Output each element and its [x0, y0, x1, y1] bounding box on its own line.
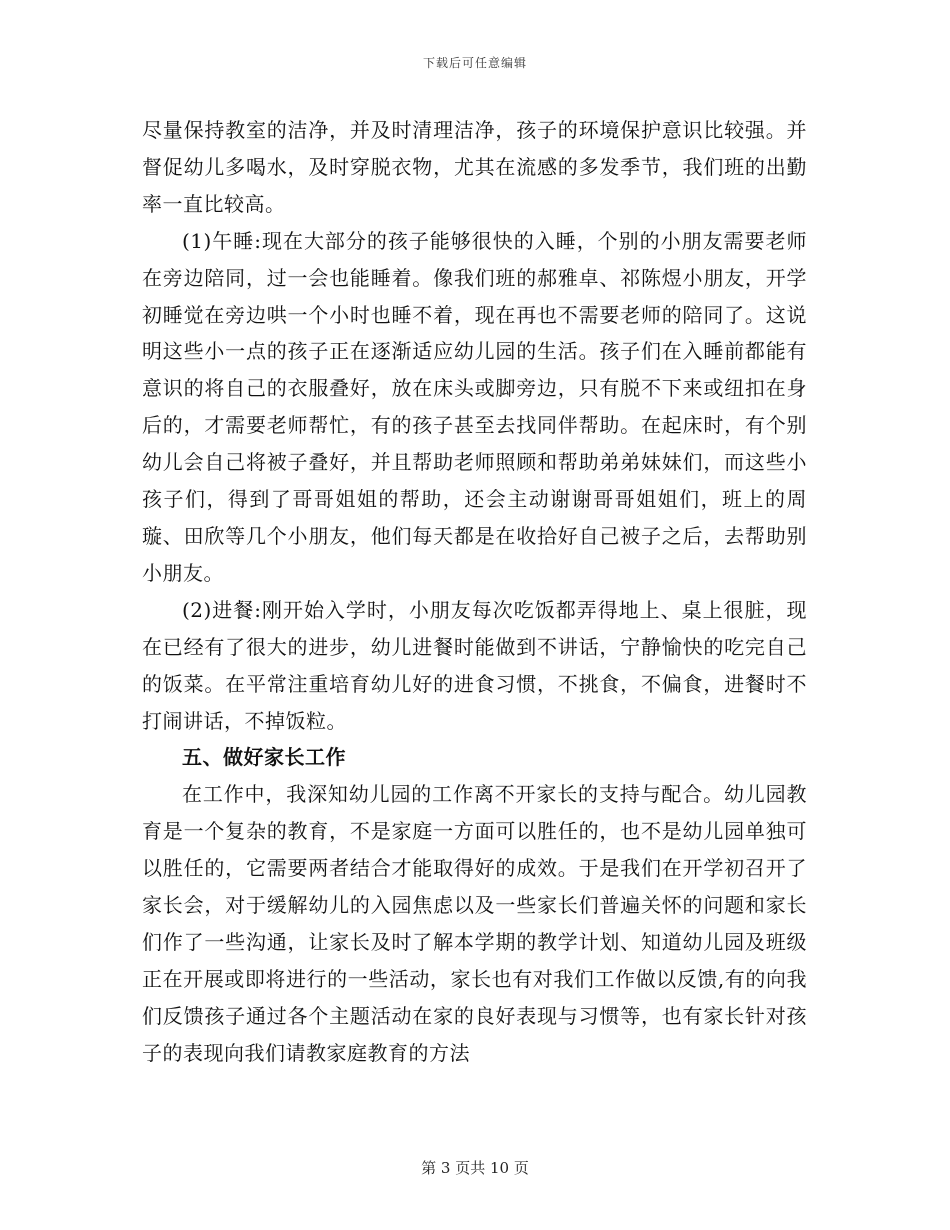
document-body [142, 112, 807, 1072]
page-footer: 第 3 页共 10 页 [421, 1159, 529, 1177]
paragraph-meal: (2)进餐:刚开始入学时，小朋友每次吃饭都弄得地上、桌上很脏，现在已经有了很大的进步，幼儿进餐时能做到不讲话，宁静愉快的吃完自己的饭菜。在平常注重培育幼儿好的进食习惯，不挑食，不偏食，进餐时不打闹讲话，不掉饭粒。 [142, 597, 807, 733]
paragraph-continued: 尽量保持教室的洁净，并及时清理洁净，孩子的环境保护意识比较强。并督促幼儿多喝水，及时穿脱衣物，尤其在流感的多发季节，我们班的出勤率一直比较高。 [142, 118, 807, 216]
paragraph-nap: (1)午睡:现在大部分的孩子能够很快的入睡，个别的小朋友需要老师在旁边陪同，过一会也能睡着。像我们班的郝雅卓、祁陈煜小朋友，开学初睡觉在旁边哄一个小时也睡不着，现在再也不需要老师的陪同了。这说明这些小一点的孩子正在逐渐适应幼儿园的生活。孩子们在入睡前都能有意识的将自己的衣服叠好，放在床头或脚旁边，只有脱不下来或纽扣在身后的，才需要老师帮忙，有的孩子甚至去找同伴帮助。在起床时，有个别幼儿会自己将被子叠好，并且帮助老师照顾和帮助弟弟妹妹们，而这些小孩子们，得到了哥哥姐姐的帮助，还会主动谢谢哥哥姐姐们，班上的周璇、田欣等几个小朋友，他们每天都是在收拾好自己被子之后，去帮助别小朋友。 [142, 228, 807, 585]
page-header: 下载后可任意编辑 [422, 56, 527, 70]
paragraph-parent-work: 在工作中，我深知幼儿园的工作离不开家长的支持与配合。幼儿园教育是一个复杂的教育，不是家庭一方面可以胜任的，也不是幼儿园单独可以胜任的，它需要两者结合才能取得好的成效。于是我们在开学初召开了家长会，对于缓解幼儿的入园焦虑以及一些家长们普遍关怀的问题和家长们作了一些沟通，让家长及时了解本学期的教学计划、知道幼儿园及班级正在开展或即将进行的一些活动，家长也有对我们工作做以反馈,有的向我们反馈孩子通过各个主题活动在家的良好表现与习惯等，也有家长针对孩子的表现向我们请教家庭教育的方法 [142, 782, 807, 1065]
section-heading: 五、做好家长工作 [182, 745, 346, 770]
